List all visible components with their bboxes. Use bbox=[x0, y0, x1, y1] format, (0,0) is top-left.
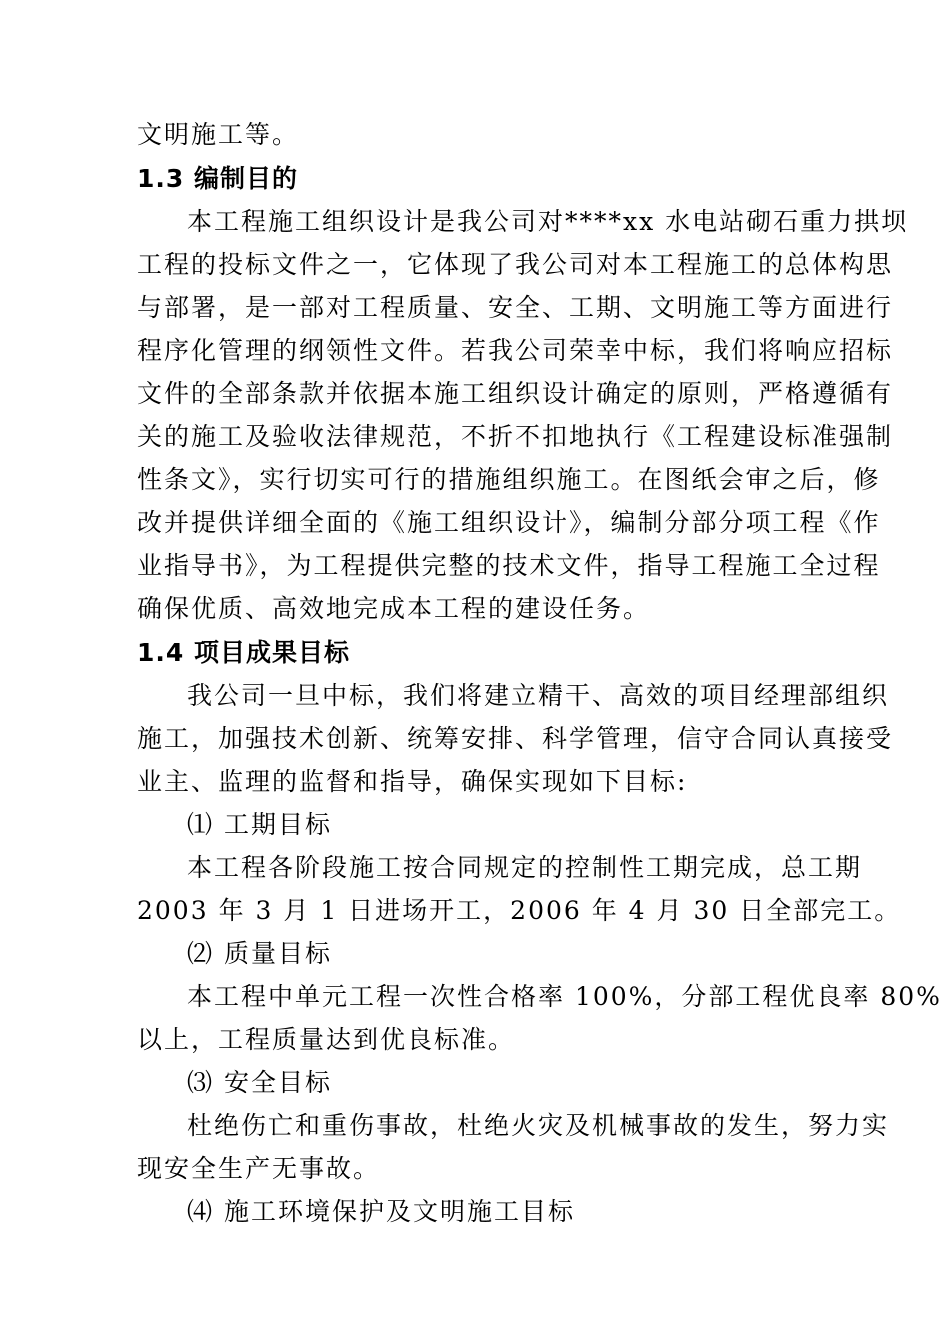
section-heading-1-4: 1.4 项目成果目标 bbox=[137, 638, 350, 667]
paragraph-line: 工程的投标文件之一，它体现了我公司对本工程施工的总体构思 bbox=[137, 250, 894, 279]
paragraph-line: 2003 年 3 月 1 日进场开工，2006 年 4 月 30 日全部完工。 bbox=[137, 896, 902, 925]
paragraph-line: 确保优质、高效地完成本工程的建设任务。 bbox=[137, 594, 651, 623]
paragraph-line: 现安全生产无事故。 bbox=[137, 1154, 381, 1183]
paragraph-line: 程序化管理的纲领性文件。若我公司荣幸中标，我们将响应招标 bbox=[137, 336, 894, 365]
paragraph-line: 文明施工等。 bbox=[137, 120, 300, 149]
paragraph-line: 以上，工程质量达到优良标准。 bbox=[137, 1025, 516, 1054]
paragraph-line: 本工程各阶段施工按合同规定的控制性工期完成，总工期 bbox=[187, 853, 863, 882]
subheading-quality-goal: ⑵ 质量目标 bbox=[187, 939, 332, 968]
paragraph-line: 杜绝伤亡和重伤事故，杜绝火灾及机械事故的发生，努力实 bbox=[187, 1111, 890, 1140]
paragraph-line: 我公司一旦中标，我们将建立精干、高效的项目经理部组织 bbox=[187, 681, 890, 710]
paragraph-line: 关的施工及验收法律规范，不折不扣地执行《工程建设标准强制 bbox=[137, 422, 894, 451]
subheading-safety-goal: ⑶ 安全目标 bbox=[187, 1068, 332, 1097]
paragraph-line: 性条文》，实行切实可行的措施组织施工。在图纸会审之后，修 bbox=[137, 465, 881, 494]
paragraph-line: 与部署，是一部对工程质量、安全、工期、文明施工等方面进行 bbox=[137, 293, 894, 322]
paragraph-line: 业指导书》，为工程提供完整的技术文件，指导工程施工全过程 bbox=[137, 551, 881, 580]
paragraph-line: 业主、监理的监督和指导，确保实现如下目标: bbox=[137, 767, 688, 796]
section-heading-1-3: 1.3 编制目的 bbox=[137, 164, 298, 193]
paragraph-line: 本工程中单元工程一次性合格率 100%，分部工程优良率 80% bbox=[187, 982, 942, 1011]
subheading-environment-goal: ⑷ 施工环境保护及文明施工目标 bbox=[187, 1197, 575, 1226]
subheading-schedule-goal: ⑴ 工期目标 bbox=[187, 810, 332, 839]
paragraph-line: 改并提供详细全面的《施工组织设计》，编制分部分项工程《作 bbox=[137, 508, 881, 537]
paragraph-line: 文件的全部条款并依据本施工组织设计确定的原则，严格遵循有 bbox=[137, 379, 894, 408]
paragraph-line: 施工，加强技术创新、统筹安排、科学管理，信守合同认真接受 bbox=[137, 724, 894, 753]
paragraph-line: 本工程施工组织设计是我公司对****xx 水电站砌石重力拱坝 bbox=[187, 207, 909, 236]
